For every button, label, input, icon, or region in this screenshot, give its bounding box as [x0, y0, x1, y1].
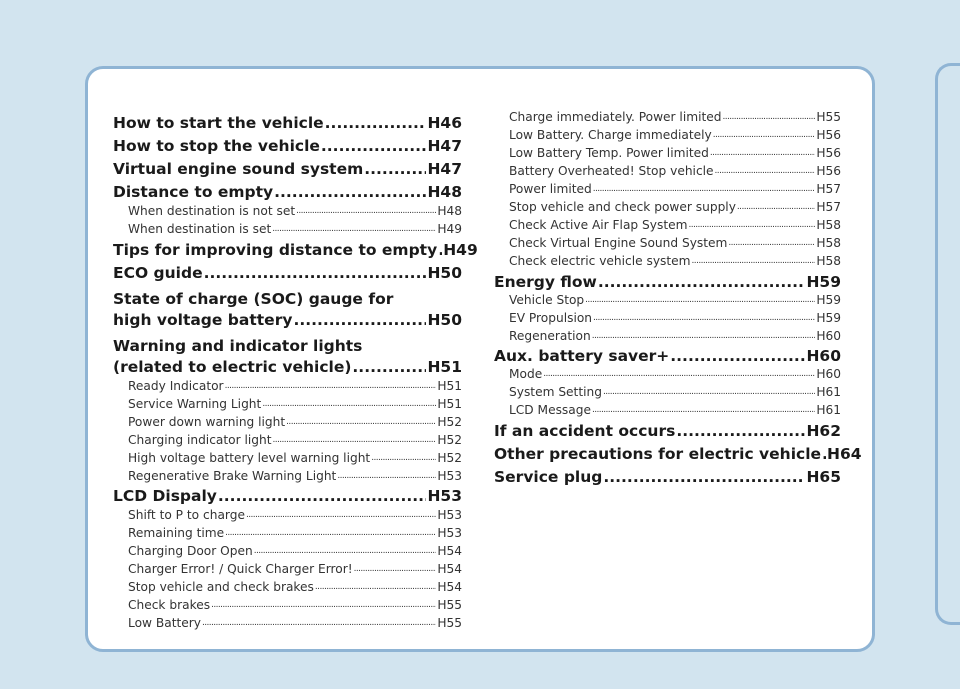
toc-subentry-charger-error[interactable]: Charger Error! / Quick Charger Error! ..... H54 — [113, 561, 462, 578]
toc-subentry-charge-immediately-power-limited[interactable]: Charge immediately. Power limited ..... H55 — [494, 109, 841, 126]
toc-entry-soc-line1: State of charge (SOC) gauge for — [113, 290, 394, 308]
toc-subentry-stop-check-brakes[interactable]: Stop vehicle and check brakes ..... H54 — [113, 579, 462, 596]
toc-subentry-charging-indicator[interactable]: Charging indicator light ..... H52 — [113, 432, 462, 449]
toc-subentry-charging-door[interactable]: Charging Door Open ..... H54 — [113, 543, 462, 560]
toc-entry-distance-to-empty[interactable]: Distance to empty ..... H48 — [113, 182, 462, 202]
toc-subentry-system-setting[interactable]: System Setting ..... H61 — [494, 384, 841, 401]
toc-subentry-low-battery-temp[interactable]: Low Battery Temp. Power limited ..... H56 — [494, 145, 841, 162]
toc-entry-eco-guide[interactable]: ECO guide ..... H50 — [113, 263, 462, 283]
toc-subentry-destination-not-set[interactable]: When destination is not set ..... H48 — [113, 203, 462, 220]
toc-subentry-low-battery-charge[interactable]: Low Battery. Charge immediately ..... H56 — [494, 127, 841, 144]
toc-subentry-regen-brake[interactable]: Regenerative Brake Warning Light ..... H53 — [113, 468, 462, 485]
toc-entry-warning-line1: Warning and indicator lights — [113, 337, 363, 355]
toc-subentry-destination-set[interactable]: When destination is set ..... H49 — [113, 221, 462, 238]
toc-subentry-ev-propulsion[interactable]: EV Propulsion ..... H59 — [494, 310, 841, 327]
toc-subentry-shift-to-p[interactable]: Shift to P to charge ..... H53 — [113, 507, 462, 524]
toc-entry-soc-gauge[interactable]: high voltage battery ..... H50 — [113, 310, 462, 330]
toc-subentry-ready-indicator[interactable]: Ready Indicator ..... H51 — [113, 378, 462, 395]
chapter-tab-decoration — [935, 63, 960, 625]
toc-entry-stop-vehicle[interactable]: How to stop the vehicle ..... H47 — [113, 136, 462, 156]
toc-subentry-lcd-message[interactable]: LCD Message ..... H61 — [494, 402, 841, 419]
toc-subentry-service-warning[interactable]: Service Warning Light ..... H51 — [113, 396, 462, 413]
toc-entry-other-precautions[interactable]: Other precautions for electric vehicle ..... H64 — [494, 444, 841, 464]
toc-subentry-check-virtual-sound[interactable]: Check Virtual Engine Sound System ..... H58 — [494, 235, 841, 252]
toc-entry-virtual-engine-sound[interactable]: Virtual engine sound system ..... H47 — [113, 159, 462, 179]
toc-entry-lcd-display[interactable]: LCD Dispaly ..... H53 — [113, 486, 462, 506]
toc-entry-energy-flow[interactable]: Energy flow ..... H59 — [494, 272, 841, 292]
toc-subentry-air-flap[interactable]: Check Active Air Flap System ..... H58 — [494, 217, 841, 234]
toc-entry-accident[interactable]: If an accident occurs ..... H62 — [494, 421, 841, 441]
toc-subentry-battery-overheated[interactable]: Battery Overheated! Stop vehicle ..... H56 — [494, 163, 841, 180]
toc-entry-tips-distance[interactable]: Tips for improving distance to empty ..... H49 — [113, 240, 462, 260]
toc-entry-aux-battery-saver[interactable]: Aux. battery saver+ ..... H60 — [494, 346, 841, 366]
toc-subentry-vehicle-stop[interactable]: Vehicle Stop ..... H59 — [494, 292, 841, 309]
toc-entry-service-plug[interactable]: Service plug ..... H65 — [494, 467, 841, 487]
toc-subentry-check-ev-system[interactable]: Check electric vehicle system ..... H58 — [494, 253, 841, 270]
toc-subentry-low-battery[interactable]: Low Battery ..... H55 — [113, 615, 462, 632]
toc-subentry-power-limited[interactable]: Power limited ..... H57 — [494, 181, 841, 198]
toc-subentry-remaining-time[interactable]: Remaining time ..... H53 — [113, 525, 462, 542]
toc-subentry-check-brakes[interactable]: Check brakes ..... H55 — [113, 597, 462, 614]
toc-subentry-regeneration[interactable]: Regeneration ..... H60 — [494, 328, 841, 345]
toc-subentry-mode[interactable]: Mode ..... H60 — [494, 366, 841, 383]
toc-subentry-power-down[interactable]: Power down warning light ..... H52 — [113, 414, 462, 431]
toc-entry-warning-indicator-lights[interactable]: (related to electric vehicle) ..... H51 — [113, 357, 462, 377]
toc-subentry-check-power-supply[interactable]: Stop vehicle and check power supply ..... H57 — [494, 199, 841, 216]
toc-subentry-hv-battery-level[interactable]: High voltage battery level warning light ..... H52 — [113, 450, 462, 467]
toc-entry-start-vehicle[interactable]: How to start the vehicle ..... H46 — [113, 113, 462, 133]
